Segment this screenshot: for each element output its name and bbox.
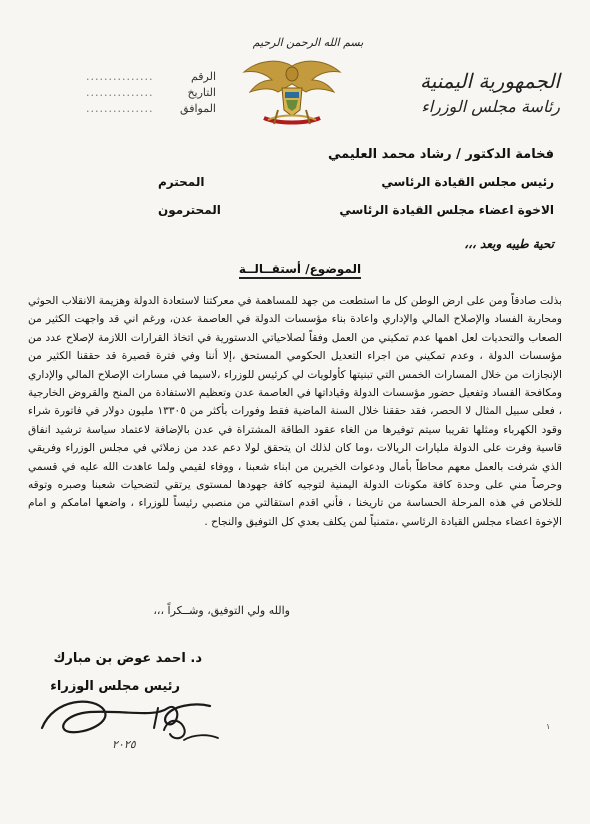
reference-block [86, 70, 216, 118]
ref-number-dots: ............... [86, 70, 154, 83]
greeting: تحية طيبه وبعد ،،، [464, 237, 554, 251]
yemen-eagle-emblem-icon [238, 54, 346, 134]
addressee-line-1: فخامة الدكتور / رشاد محمد العليمي [327, 147, 554, 162]
ref-attachments-label: الموافق [180, 102, 216, 115]
ref-attachments-row [86, 102, 216, 115]
page-number: ١ [546, 722, 551, 731]
bismillah-calligraphy: بسم الله الرحمن الرحيم [252, 36, 364, 49]
ref-date-dots: ............... [86, 86, 154, 99]
signatory-title: رئيس مجلس الوزراء [50, 679, 180, 694]
subject-text: الموضوع/ أستقــالــة [239, 262, 361, 279]
addressee-line-2: رئيس مجلس القيادة الرئاسي [381, 175, 554, 189]
ref-number-label: الرقم [190, 70, 216, 83]
subject-line [200, 262, 400, 276]
ref-number-row [86, 70, 216, 83]
handwritten-date: ٢٠٢٥ [112, 738, 136, 751]
signatory-name: د. احمد عوض بن مبارك [53, 651, 202, 666]
addressee-honorific-2: المحترمون [158, 203, 221, 217]
addressee-honorific-1: المحترم [158, 175, 205, 189]
letter-body: بذلت صادقاً ومن على ارض الوطن كل ما استطعت من جهد للمساهمة في معركتنا لاستعادة الدولة وهزيمة الانقلاب الحوثي ومحاربة الفساد والإصلاح المالي والإداري واعادة بناء مؤسسات الدولة في العاصمة عدن، ورغم اني قد واجهت الكثير من الصعاب والتحديات لعل اهمها عدم تمكيني من العمل وفقاً لصلاحياتي الدستورية في اتخاذ القرارات اللازمة لإصلاح عدد من مؤسسات الدولة ، وعدم تمكيني من اجراء التعديل الحكومي المستحق ،إلا أننا وفي فترة قصيرة قد حققنا الكثير من الإنجازات من خلال المسارات الخمس التي تبنيتها كأولويات لي كرئيس للوزراء ،لاسيما في مسارات الإصلاح المالي والإداري ومكافحة الفساد وتفعيل حضور مؤسسات الدولة وقياداتها في العاصمة عدن وتعظيم الاستفادة من المنح والقروض الخارجية ، فعلى سبيل المثال لا الحصر، فقد حققنا خلال السنة الماضية فقط وفورات بأكثر من ١٣٣٠٥ مليون دولار في فاتورة شراء وقود الكهرباء ومثلها تقريبا سيتم توفيرها من الغاء عقود الطاقة المشتراة في عدن بالإضافة لاعتماد سياسة ترشيد انفاق قاسية وفرت على الدولة مليارات الريالات ،وما كان لذلك ان يتحقق لولا دعم عدد من زملائي في مجلس الوزراء وفريقي الذي شرفت بالعمل معهم محاطاً بأمال ودعوات الخيرين من ابناء شعبنا ، ووفاء لقيمي ولما عاهدت الله عليه في قسمي وحرصاً مني على وحدة كافة مكونات الدولة اليمنية لتوجيه كافة جهودها لمستوى يرتقي لتضحيات شعبنا وصبره وتوقه للخلاص في هذه المرحلة الحساسة من تاريخنا ، فأني اقدم استقالتي من منصبي رئيساً للوزراء ، واضعها امامكم و امام الإخوة اعضاء مجلس القيادة الرئاسي ،متمنياً لمن يكلف بعدي كل التوفيق والنجاح . [28, 295, 562, 528]
org-country-name: الجمهورية اليمنية [419, 69, 560, 93]
ref-attachments-dots: ............... [86, 102, 154, 115]
org-office-name: رئاسة مجلس الوزراء [421, 97, 560, 116]
ref-date-label: التاريخ [187, 86, 216, 99]
ref-date-row [86, 86, 216, 99]
closing-line: والله ولي التوفيق، وشــكراً ،،، [153, 604, 290, 617]
addressee-line-3: الاخوة اعضاء مجلس القيادة الرئاسي [339, 203, 554, 217]
organization-header [380, 68, 560, 118]
